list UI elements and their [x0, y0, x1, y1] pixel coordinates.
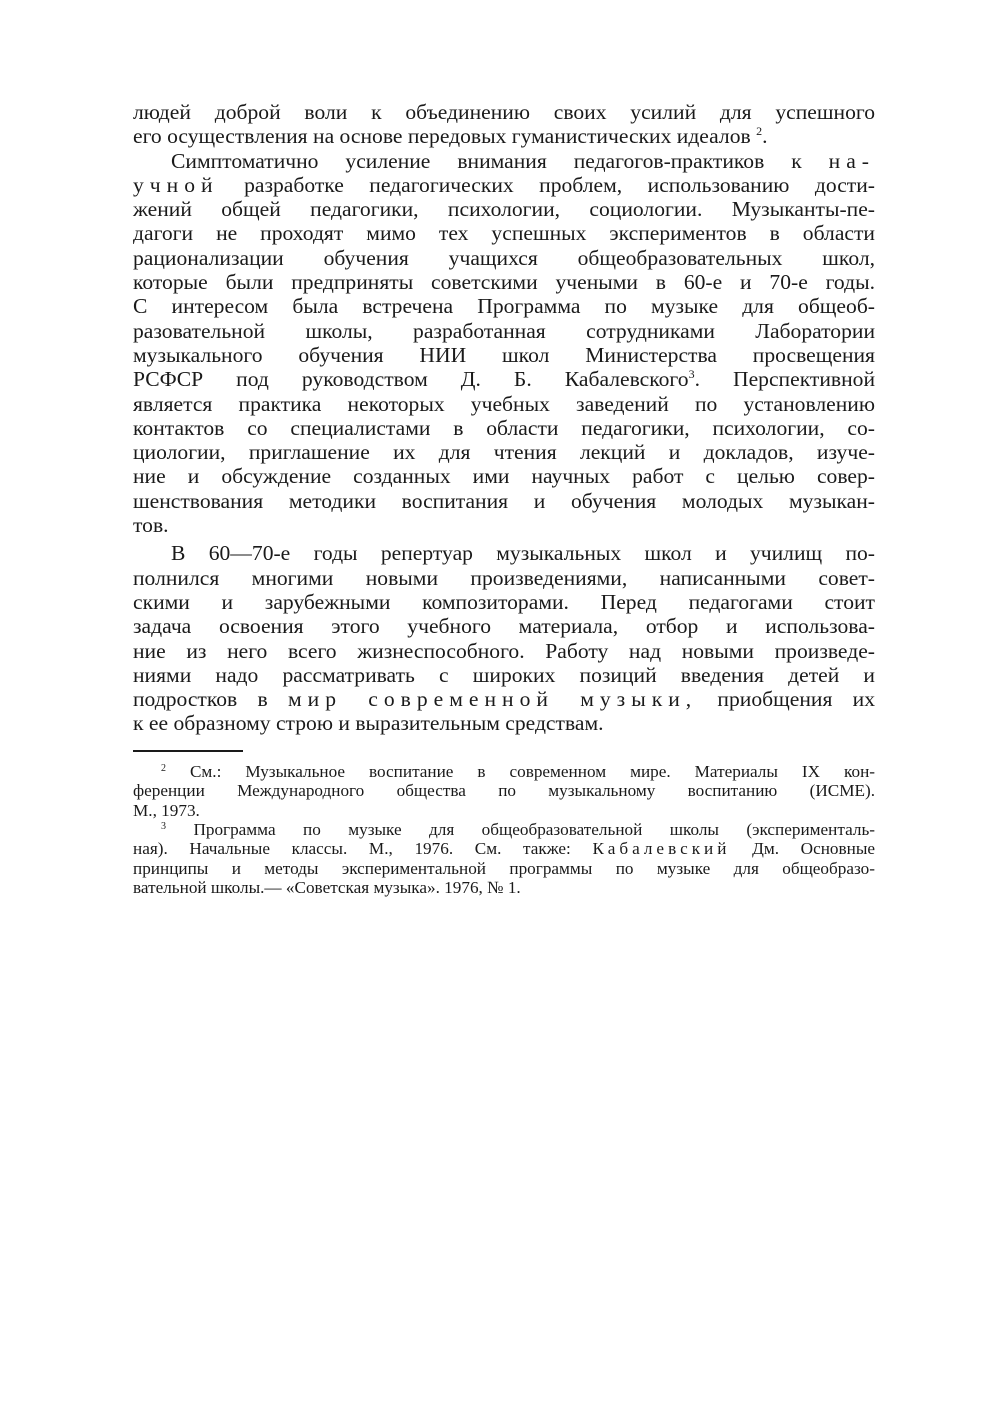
text-line: скими и зарубежными композиторами. Перед педагогами стоит [133, 589, 875, 614]
text-line: жений общей педагогики, психологии, социологии. Музыканты-пе- [133, 197, 875, 222]
paragraph-2 [133, 149, 875, 538]
text-line [133, 839, 875, 858]
text-line: ференции Международного общества по музыкальному воспитанию (ИСМЕ). [133, 781, 875, 801]
text-line: М., 1973. [133, 800, 200, 820]
text-line: ние из него всего жизнеспособного. Работу над новыми произведе- [133, 638, 875, 663]
text-line: принципы и методы экспериментальной программы по музыке для общеобразо- [133, 858, 875, 878]
text-line: людей доброй воли к объединению своих усилий для успешного [133, 100, 875, 124]
footnote-3 [133, 820, 875, 898]
text-line: музыкального обучения НИИ школ Министерства просвещения [133, 342, 875, 367]
footnote-ref-2: 2 [756, 124, 763, 139]
text-line [133, 820, 875, 839]
text-fragment: РСФСР под руководством Д. Б. Кабалевского [133, 367, 689, 392]
text-fragment: ная). Начальные классы. М., 1976. См. также: [133, 839, 571, 859]
text-line: полнился многими новыми произведениями, написанными совет- [133, 565, 875, 590]
footnote-mark: 2 [161, 762, 166, 774]
text-fragment: Программа по музыке для общеобразовательной школы (эксперименталь- [193, 819, 876, 839]
text-fragment: . Перспективной [694, 367, 875, 392]
text-line [133, 687, 875, 711]
footnote-2 [133, 762, 875, 820]
text-line: рационализации обучения учащихся общеобразовательных школ, [133, 245, 875, 270]
text-fragment: См.: Музыкальное воспитание в современном мире. Материалы IX кон- [189, 761, 875, 781]
spaced-text: учной [133, 172, 219, 197]
paragraph-3 [133, 541, 875, 735]
text-line [133, 149, 875, 173]
text-line: С интересом была встречена Программа по музыке для общеоб- [133, 294, 875, 319]
text-fragment: его осуществления на основе передовых гуманистических идеалов [133, 124, 751, 149]
text-line: ние и обсуждение созданных ими научных работ с целью совер- [133, 464, 875, 489]
text-line: вательной школы.— «Советская музыка». 1976, № 1. [133, 878, 521, 898]
text-fragment: Симптоматично усиление внимания педагогов-практиков к [171, 148, 802, 173]
footnote-mark: 3 [161, 820, 166, 832]
text-line: задача освоения этого учебного материала, отбор и использова- [133, 614, 875, 639]
text-fragment: подростков в [133, 687, 268, 712]
text-line [133, 173, 875, 197]
text-line: к ее образному строю и выразительным средствам. [133, 711, 604, 736]
text-line [133, 762, 875, 781]
text-line: циологии, приглашение их для чтения лекций и докладов, изуче- [133, 440, 875, 465]
text-line: разовательной школы, разработанная сотрудниками Лаборатории [133, 318, 875, 343]
text-fragment: приобщения их [717, 687, 875, 712]
text-line: В 60—70-е годы репертуар музыкальных школ и училищ по- [171, 541, 875, 566]
paragraph-1 [133, 100, 875, 149]
text-line [133, 367, 875, 391]
text-line: шенствования методики воспитания и обучения молодых музыкан- [133, 488, 875, 513]
spaced-text: мир современной музыки, [287, 687, 698, 712]
text-fragment: разработке педагогических проблем, использованию дости- [244, 172, 875, 197]
spaced-text: Кабалевский [592, 839, 731, 859]
spaced-text: на- [828, 148, 875, 173]
text-line [133, 124, 875, 148]
text-line: ниями надо рассматривать с широких позиций введения детей и [133, 662, 875, 687]
text-fragment: . [762, 124, 768, 149]
footnote-ref-3: 3 [688, 367, 695, 382]
page-content [133, 100, 875, 898]
text-fragment: Дм. Основные [752, 839, 875, 859]
text-line: дагоги не проходят мимо тех успешных экспериментов в области [133, 221, 875, 246]
footnote-divider [133, 750, 243, 752]
text-line: которые были предприняты советскими учеными в 60-е и 70-е годы. [133, 270, 875, 295]
text-line: контактов со специалистами в области педагогики, психологии, со- [133, 415, 875, 440]
text-line: является практика некоторых учебных заведений по установлению [133, 391, 875, 416]
text-line: тов. [133, 513, 169, 538]
